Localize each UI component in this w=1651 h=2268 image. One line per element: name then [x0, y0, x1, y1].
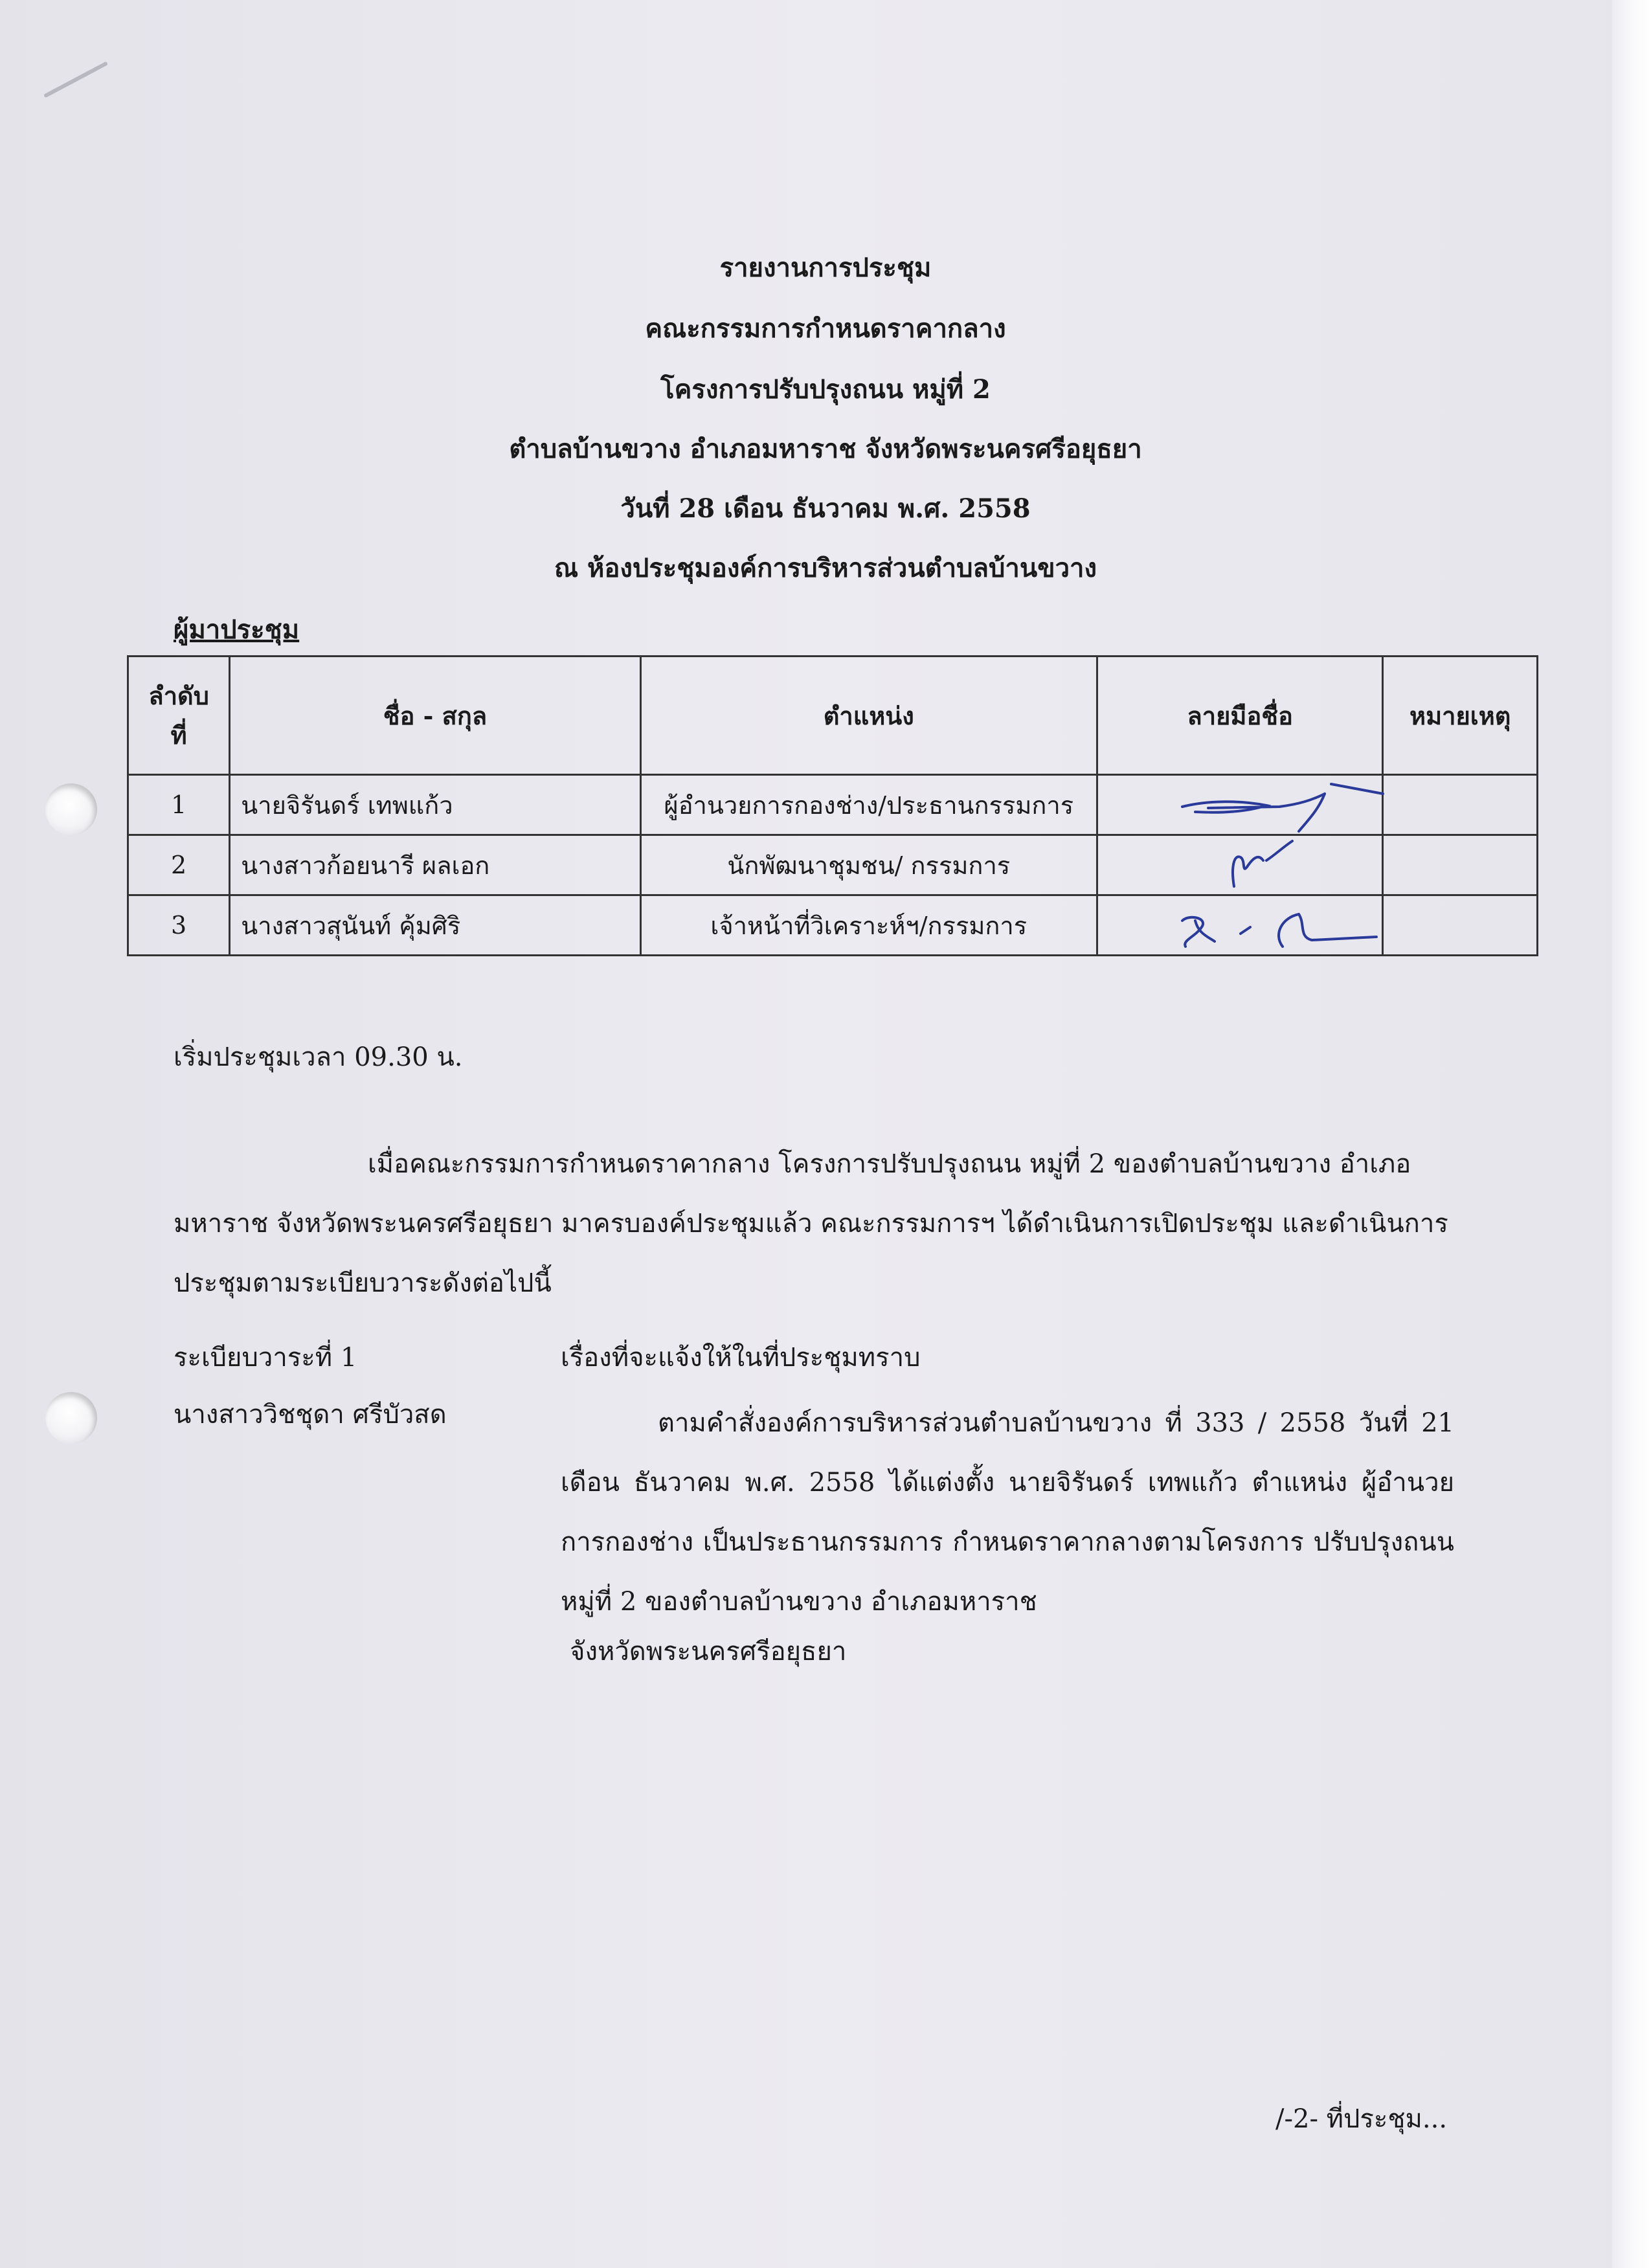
row-signature — [1097, 775, 1382, 835]
report-title: รายงานการประชุม — [719, 253, 932, 283]
attendees-table — [127, 655, 1538, 956]
punch-hole-icon — [45, 1392, 97, 1444]
intro-text: เมื่อคณะกรรมการกำหนดราคากลาง โครงการปรับปรุงถนน หมู่ที่ 2 ของตำบลบ้านขวาง อำเภอมหาราช จังหวัดพระนครศรีอยุธยา มาครบองค์ประชุมแล้ว คณะกรรมการฯ ได้ดำเนินการเปิดประชุม และดำเนินการประชุมตามระเบียบวาระดังต่อไปนี้ — [174, 1149, 1448, 1298]
col-header-signature: ลายมือชื่อ — [1097, 657, 1382, 775]
row-no: 3 — [128, 895, 230, 956]
row-name: นายจิรันดร์ เทพแก้ว — [230, 775, 640, 835]
signature-icon — [1169, 781, 1376, 831]
row-name: นางสาวสุนันท์ คุ้มศิริ — [230, 895, 640, 956]
col-header-name: ชื่อ - สกุล — [230, 657, 640, 775]
scan-mark — [43, 62, 108, 98]
row-signature — [1097, 895, 1382, 956]
agenda-paragraph — [561, 1393, 1454, 1632]
signature-icon — [1169, 901, 1376, 952]
venue-title: ณ ห้องประชุมองค์การบริหารส่วนตำบลบ้านขวาง — [554, 553, 1097, 583]
row-note — [1383, 835, 1538, 895]
col-header-note: หมายเหตุ — [1383, 657, 1538, 775]
agenda-text: ตามคำสั่งองค์การบริหารส่วนตำบลบ้านขวาง ที่ 333 / 2558 วันที่ 21 เดือน ธันวาคม พ.ศ. 2558 ได้แต่งตั้ง นายจิรันดร์ เทพแก้ว ตำแหน่ง ผู้อำนวยการกองช่าง เป็นประธานกรรมการ กำหนดราคากลางตามโครงการ ปรับปรุงถนน หมู่ที่ 2 ของตำบลบ้านขวาง อำเภอมหาราช — [561, 1408, 1454, 1617]
row-note — [1383, 895, 1538, 956]
col-header-position: ตำแหน่ง — [640, 657, 1097, 775]
meeting-start-time: เริ่มประชุมเวลา 09.30 น. — [174, 1042, 463, 1072]
agenda-subject: เรื่องที่จะแจ้งให้ในที่ประชุมทราบ — [561, 1343, 921, 1373]
intro-paragraph — [174, 1134, 1468, 1313]
project-title: โครงการปรับปรุงถนน หมู่ที่ 2 — [660, 374, 991, 405]
attendees-heading: ผู้มาประชุม — [174, 614, 300, 645]
signature-icon — [1169, 841, 1376, 892]
row-position: เจ้าหน้าที่วิเคราะห์ฯ/กรรมการ — [640, 895, 1097, 956]
row-note — [1383, 775, 1538, 835]
punch-hole-icon — [45, 783, 97, 835]
row-name: นางสาวก้อยนารี ผลเอก — [230, 835, 640, 895]
table-row — [128, 775, 1538, 835]
row-position: นักพัฒนาชุมชน/ กรรมการ — [640, 835, 1097, 895]
row-no: 2 — [128, 835, 230, 895]
table-header-row — [128, 657, 1538, 775]
agenda-label: ระเบียบวาระที่ 1 — [174, 1343, 357, 1373]
table-row — [128, 835, 1538, 895]
date-title: วันที่ 28 เดือน ธันวาคม พ.ศ. 2558 — [620, 493, 1031, 524]
location-title: ตำบลบ้านขวาง อำเภอมหาราช จังหวัดพระนครศรีอยุธยา — [509, 434, 1142, 464]
next-page-marker: /-2- ที่ประชุม... — [1275, 2104, 1448, 2134]
committee-title: คณะกรรมการกำหนดราคากลาง — [645, 313, 1006, 344]
agenda-speaker: นางสาววิชชุดา ศรีบัวสด — [174, 1400, 447, 1430]
agenda-text-last-line: จังหวัดพระนครศรีอยุธยา — [570, 1637, 847, 1667]
col-header-no: ลำดับ ที่ — [128, 657, 230, 775]
table-row — [128, 895, 1538, 956]
row-signature — [1097, 835, 1382, 895]
row-no: 1 — [128, 775, 230, 835]
row-position: ผู้อำนวยการกองช่าง/ประธานกรรมการ — [640, 775, 1097, 835]
